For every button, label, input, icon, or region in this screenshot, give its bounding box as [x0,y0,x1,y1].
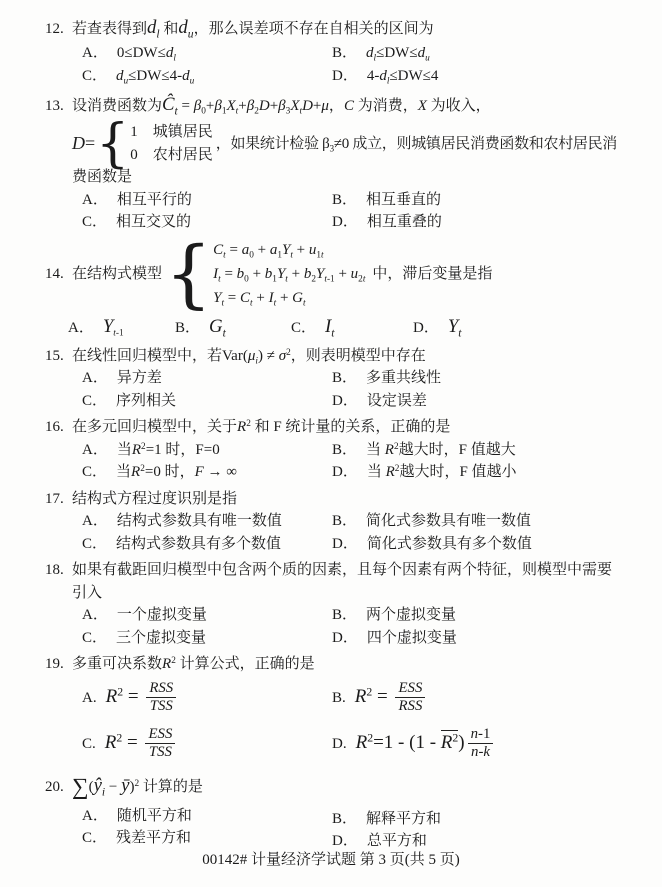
question-number: 13. [45,98,64,115]
question-14-options [68,313,646,341]
option-label: D． [332,833,358,850]
option-d [332,627,646,650]
option-text: 当 $R^2$越大时，F 值越大 [366,441,516,458]
question-number: 17. [45,490,64,507]
option-label: D． [332,629,358,646]
question-17-stem [45,488,646,511]
option-text: 残差平方和 [116,830,192,847]
question-16-stem [45,416,646,439]
option-label: A. [82,689,97,706]
option-text: 当$R^2=1$ 时，F=0 [116,441,220,458]
option-d [332,65,646,88]
question-13-options [82,189,646,234]
option-a [82,439,332,462]
option-label: A． [82,191,108,208]
option-label: C． [291,319,317,336]
option-label: C． [82,629,108,646]
option-b [332,808,646,831]
option-text: 当$R^2=0$ 时，F → ∞ [116,464,237,481]
page-footer: 00142# 计量经济学试题 第 3 页(共 5 页) [202,851,460,868]
option-text: 四个虚拟变量 [366,629,457,646]
question-14 [45,230,646,341]
option-text: 两个虚拟变量 [366,607,457,624]
option-a [68,313,175,341]
option-text: 序列相关 [116,392,177,409]
option-text: 简化式参数具有唯一数值 [366,513,532,530]
case-urban: 1 城镇居民 [130,124,213,141]
case-list [130,121,213,166]
question-12-stem [45,14,646,42]
question-number: 12. [45,21,64,37]
option-text: $0\le DW\le d_l$ [116,45,176,64]
option-b [175,313,291,341]
option-b [332,510,646,533]
option-formula: $R^2$ = $\frac{\text{RSS}}{\text{TSS}}$ [106,680,180,715]
option-label: B． [332,45,358,62]
option-label: C． [82,464,108,481]
option-text: $Y_{t-1}$ [102,315,124,339]
question-text: 若查表得到$d_l$ 和$d_u$，那么误差项不存在自相关的区间为 [72,17,434,41]
question-number: 20. [45,778,64,795]
option-a [82,367,332,390]
option-text: 总平方和 [366,833,427,850]
option-formula: $R^2$ = $\frac{\text{ESS}}{\text{TSS}}$ [105,726,179,761]
question-text: 多重可决系数$R^2$ 计算公式，正确的是 [72,656,315,673]
option-d [332,533,646,556]
option-text: 结构式参数具有多个数值 [116,535,282,552]
option-text: $Y_t$ [447,315,462,340]
option-text: 简化式参数具有多个数值 [366,535,532,552]
option-b [332,367,646,390]
question-text: 在多元回归模型中，关于$R^2$ 和 F 统计量的关系，正确的是 [72,419,451,436]
option-label: B． [332,441,358,458]
option-label: A． [82,441,108,458]
option-label: D． [332,392,358,409]
case-rural: 0 农村居民 [130,146,213,163]
question-text: $\sum(ŷ_i$ − ȳ)$^2$ 计算的是 [72,773,203,800]
option-label: A． [82,807,108,824]
question-15-stem [45,345,646,368]
question-17 [45,488,646,556]
option-a [82,805,332,828]
option-c [291,313,413,341]
question-19 [45,653,646,766]
option-a [82,676,332,720]
question-text: 在结构式模型 [72,265,163,282]
question-text: 在线性回归模型中，若$Var(\mu_i) \ne \sigma^2$，则表明模型中存在 [72,347,426,367]
option-label: A． [82,370,108,387]
equation-system [213,238,365,311]
question-text: 设消费函数为$Ĉ_t = \beta_0+\beta_1X_t+\beta_2D+\beta_3X_tD+\mu$，C 为消费，X 为收入， [72,94,491,118]
option-c [82,627,332,650]
question-text-continued: 中，滞后变量是指 [372,265,493,282]
option-label: C． [82,67,108,84]
question-16-options [82,439,646,484]
option-label: B． [332,810,358,827]
option-label: B. [332,689,346,706]
option-d [332,390,646,413]
equation-investment: $I_t = b_0 + b_1Y_t + b_2Y_{t-1} + u_{2t}$ [213,266,366,285]
option-a [82,42,332,65]
equation-income: $Y_t = C_t + I_t + G_t$ [213,290,306,310]
question-19-options [82,676,646,766]
option-label: C． [82,535,108,552]
option-d [413,313,646,341]
question-15 [45,345,646,413]
option-label: B． [175,319,201,336]
question-15-options [82,367,646,412]
option-label: A． [68,319,94,336]
option-formula: $R^2=1 - (1 - R^2)$ $\frac{n-1}{n-k}$ [356,726,497,761]
option-b [332,676,646,720]
question-number: 15. [45,347,64,364]
option-text: 解释平方和 [366,810,442,827]
question-17-options [82,510,646,555]
option-label: D． [413,319,439,336]
dummy-variable-definition [72,113,646,174]
question-text-continued: ，如果统计检验 $\beta_3\ne 0$ 成立，则城镇居民消费函数和农村居民消 [215,135,617,155]
option-text: 结构式参数具有唯一数值 [116,513,282,530]
option-c [82,722,332,766]
question-20-options [82,805,646,850]
question-text: 如果有截距回归模型中包含两个质的因素，且每个因素有两个特征，则模型中需要 [72,562,613,579]
option-text: 一个虚拟变量 [116,607,207,624]
option-text: 相互平行的 [116,191,192,208]
option-a [82,189,332,212]
option-c [82,390,332,413]
option-label: A． [82,45,108,62]
option-b [332,604,646,627]
option-d [332,211,646,234]
left-brace: { [96,113,130,174]
option-d [332,461,646,484]
option-c [82,461,332,484]
question-13 [45,91,646,234]
question-12 [45,14,646,87]
option-label: C． [82,830,108,847]
option-b [332,42,646,65]
left-brace: { [165,230,213,317]
question-text-continued: 引入 [72,584,103,601]
question-text-continued: 费函数是 [72,169,133,186]
option-label: A． [82,607,108,624]
question-number: 18. [45,562,64,579]
option-text: 多重共线性 [366,370,442,387]
formula-lhs: D= [72,133,96,154]
option-text: 相互重叠的 [366,214,442,231]
equation-consumption: $C_t = a_0 + a_1Y_t + u_{1t}$ [213,241,324,261]
option-a [82,510,332,533]
option-label: B． [332,191,358,208]
option-text: 相互交叉的 [116,214,192,231]
question-number: 19. [45,656,64,673]
option-c [82,65,332,88]
option-text: 相互垂直的 [366,191,442,208]
option-label: D. [332,735,347,752]
option-label: B． [332,513,358,530]
option-text: 三个虚拟变量 [116,629,207,646]
option-label: A． [82,513,108,530]
question-16 [45,416,646,484]
option-c [82,827,332,850]
option-c [82,533,332,556]
option-d [332,722,646,766]
question-13-stem [45,91,646,119]
option-text: 当 $R^2$越大时，F 值越小 [366,464,517,481]
option-text: 随机平方和 [116,807,192,824]
option-label: D． [332,214,358,231]
option-label: B． [332,370,358,387]
option-text: $4-d_l\le DW\le 4$ [366,67,439,87]
question-19-stem [45,653,646,676]
question-number: 14. [45,265,64,282]
option-label: D． [332,67,358,84]
option-label: D． [332,535,358,552]
option-b [332,189,646,212]
question-18-options [82,604,646,649]
question-number: 16. [45,419,64,436]
question-18-stem [45,559,646,582]
option-formula: $R^2$ = $\frac{\text{ESS}}{\text{RSS}}$ [355,680,429,715]
question-text: 结构式方程过度识别是指 [72,490,238,507]
question-20 [45,770,646,850]
question-18 [45,559,646,649]
option-text: $d_l\le DW\le d_u$ [366,45,430,64]
option-label: C. [82,735,96,752]
question-12-options [82,42,646,87]
option-label: B． [332,607,358,624]
question-20-stem [45,770,646,805]
question-14-stem [45,230,646,317]
option-label: C． [82,392,108,409]
option-text: $d_u\le DW\le 4-d_u$ [116,67,195,87]
option-text: $G_t$ [209,315,226,340]
option-text: 设定误差 [366,392,427,409]
option-text: $I_t$ [325,315,335,340]
option-b [332,439,646,462]
option-a [82,604,332,627]
option-text: 异方差 [116,370,162,387]
option-label: C． [82,214,108,231]
option-label: D． [332,464,358,481]
